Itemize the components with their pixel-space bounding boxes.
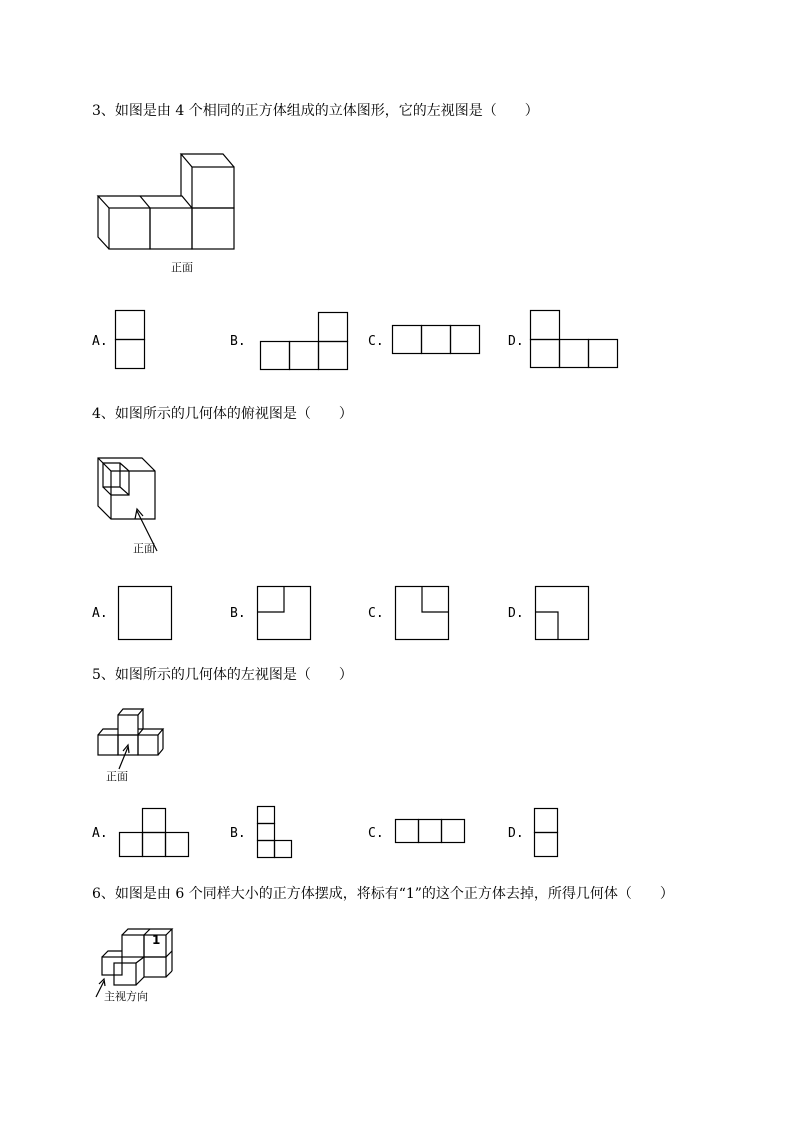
q3-option-a-figure xyxy=(115,310,147,374)
q3-option-b-label[interactable]: B. xyxy=(230,334,246,349)
q5-solid-figure xyxy=(95,707,175,771)
q4-option-b-figure xyxy=(257,586,313,646)
q4-option-d-figure xyxy=(535,586,591,646)
q4-option-d-label[interactable]: D. xyxy=(508,606,524,621)
question-3-text: 3、如图是由 4 个相同的正方体组成的立体图形，它的左视图是（ ） xyxy=(92,103,539,119)
q5-option-d-label[interactable]: D. xyxy=(508,826,524,841)
q3-front-label: 正面 xyxy=(171,261,193,274)
q5-option-b-figure xyxy=(257,806,295,864)
q5-option-b-label[interactable]: B. xyxy=(230,826,246,841)
q6-view-direction-label: 主视方向 xyxy=(104,990,148,1003)
q4-option-c-label[interactable]: C. xyxy=(368,606,384,621)
q3-option-d-figure xyxy=(530,310,620,374)
q3-option-c-figure xyxy=(392,325,482,361)
q3-option-a-label[interactable]: A. xyxy=(92,334,108,349)
q4-option-a-label[interactable]: A. xyxy=(92,606,108,621)
q3-option-d-label[interactable]: D. xyxy=(508,334,524,349)
question-6-text: 6、如图是由 6 个同样大小的正方体摆成，将标有“1”的这个正方体去掉，所得几何体（ ） xyxy=(92,886,674,902)
q5-option-d-figure xyxy=(534,808,560,862)
q3-option-c-label[interactable]: C. xyxy=(368,334,384,349)
q5-option-a-label[interactable]: A. xyxy=(92,826,108,841)
q3-option-b-figure xyxy=(260,312,350,376)
q4-option-c-figure xyxy=(395,586,451,646)
q5-front-label: 正面 xyxy=(106,770,128,783)
q5-option-c-figure xyxy=(395,819,469,849)
q4-option-b-label[interactable]: B. xyxy=(230,606,246,621)
question-4-text: 4、如图所示的几何体的俯视图是（ ） xyxy=(92,406,353,422)
q4-option-a-figure xyxy=(118,586,174,646)
q6-cube-mark: 1 xyxy=(152,933,161,947)
q4-front-label: 正面 xyxy=(133,542,155,555)
question-5-text: 5、如图所示的几何体的左视图是（ ） xyxy=(92,667,353,683)
q5-option-a-figure xyxy=(119,808,191,862)
q5-option-c-label[interactable]: C. xyxy=(368,826,384,841)
q3-solid-figure xyxy=(95,150,245,259)
